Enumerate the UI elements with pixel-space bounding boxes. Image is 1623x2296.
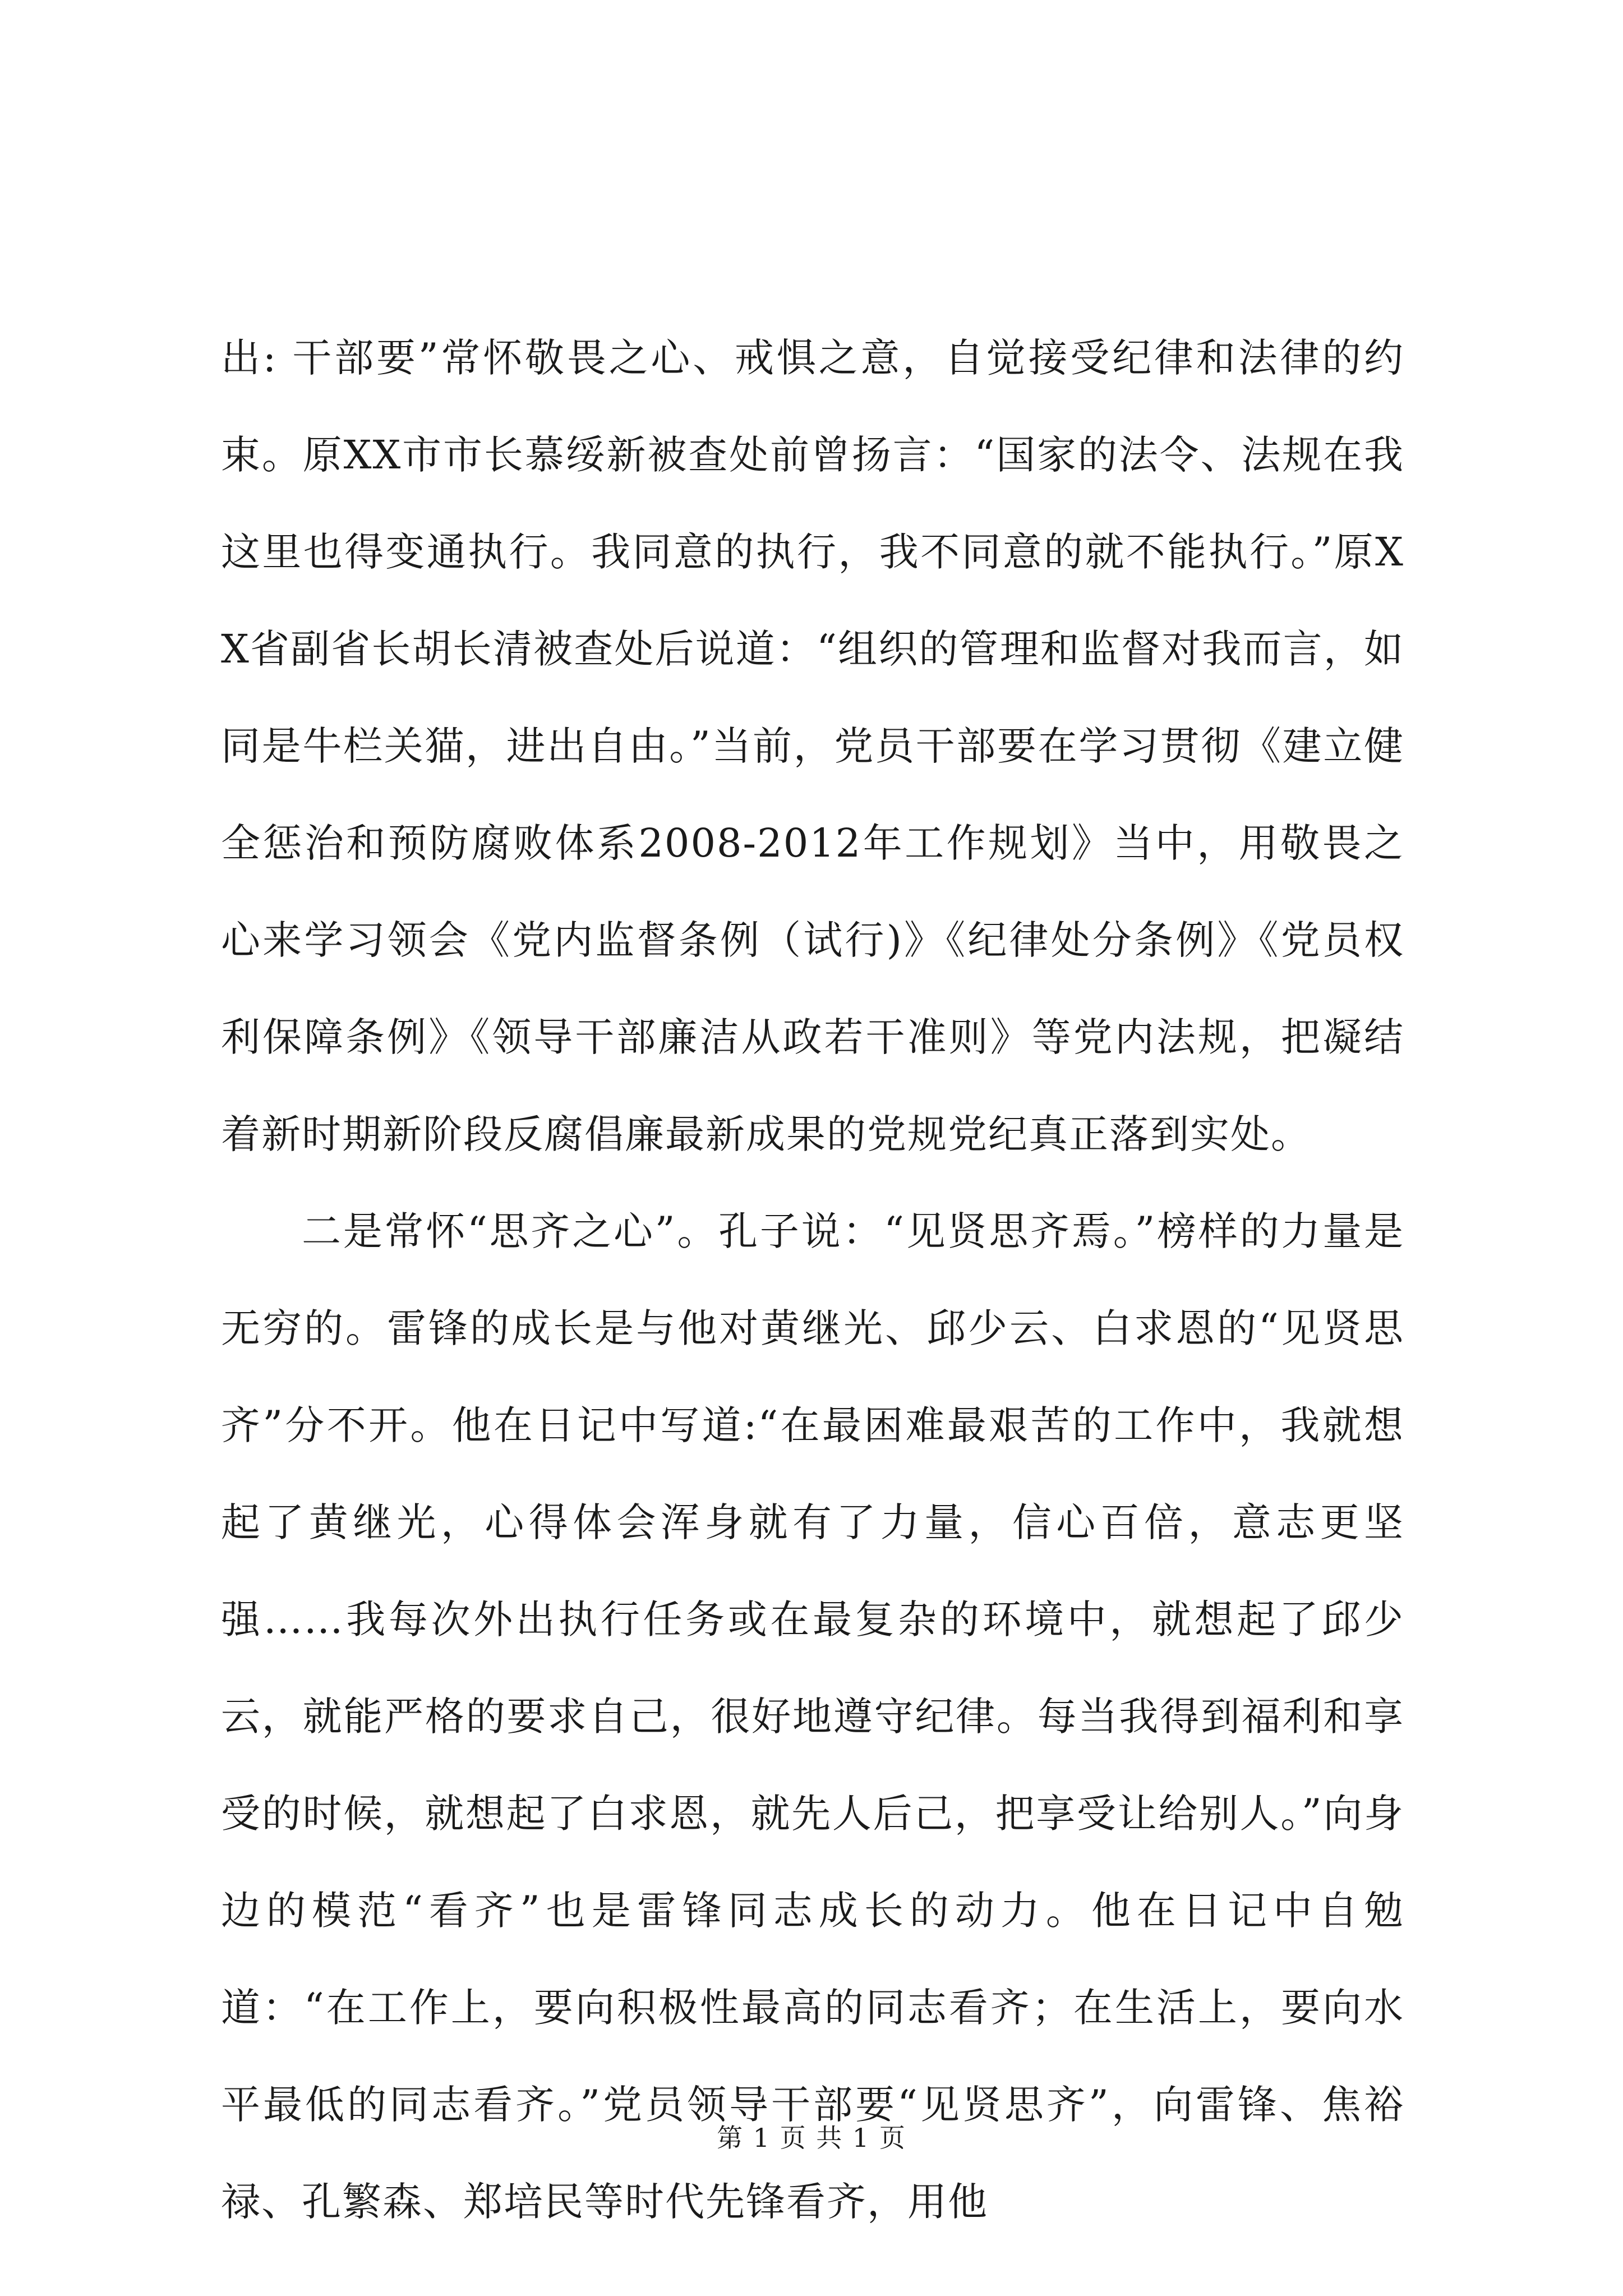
document-body xyxy=(221,310,1404,2251)
paragraph-2: 二是常怀“思齐之心”。孔子说：“见贤思齐焉。”榜样的力量是无穷的。雷锋的成长是与他对黄继光、邱少云、白求恩的“见贤思齐”分不开。他在日记中写道:“在最困难最艰苦的工作中，我就想起了黄继光，心得体会浑身就有了力量，信心百倍，意志更坚强……我每次外出执行任务或在最复杂的环境中，就想起了邱少云，就能严格的要求自己，很好地遵守纪律。每当我得到福利和享受的时候，就想起了白求恩，就先人后己，把享受让给别人。”向身边的模范“看齐”也是雷锋同志成长的动力。他在日记中自勉道：“在工作上，要向积极性最高的同志看齐；在生活上，要向水平最低的同志看齐。”党员领导干部要“见贤思齐”，向雷锋、焦裕禄、孔繁森、郑培民等时代先锋看齐，用他 xyxy=(221,1208,1404,2225)
paragraph-1: 出: 干部要”常怀敬畏之心、戒惧之意，自觉接受纪律和法律的约束。原XX市市长慕绥新被查处前曾扬言：“国家的法令、法规在我这里也得变通执行。我同意的执行，我不同意的就不能执行。”原XX省副省长胡长清被查处后说道：“组织的管理和监督对我而言，如同是牛栏关猫，进出自由。”当前，党员干部要在学习贯彻《建立健全惩治和预防腐败体系2008-2012年工作规划》当中，用敬畏之心来学习领会《党内监督条例（试行)》《纪律处分条例》《党员权利保障条例》《领导干部廉洁从政若干准则》等党内法规，把凝结着新时期新阶段反腐倡廉最新成果的党规党纪真正落到实处。 xyxy=(221,335,1404,1157)
page-footer: 第 1 页 共 1 页 xyxy=(717,2123,906,2153)
